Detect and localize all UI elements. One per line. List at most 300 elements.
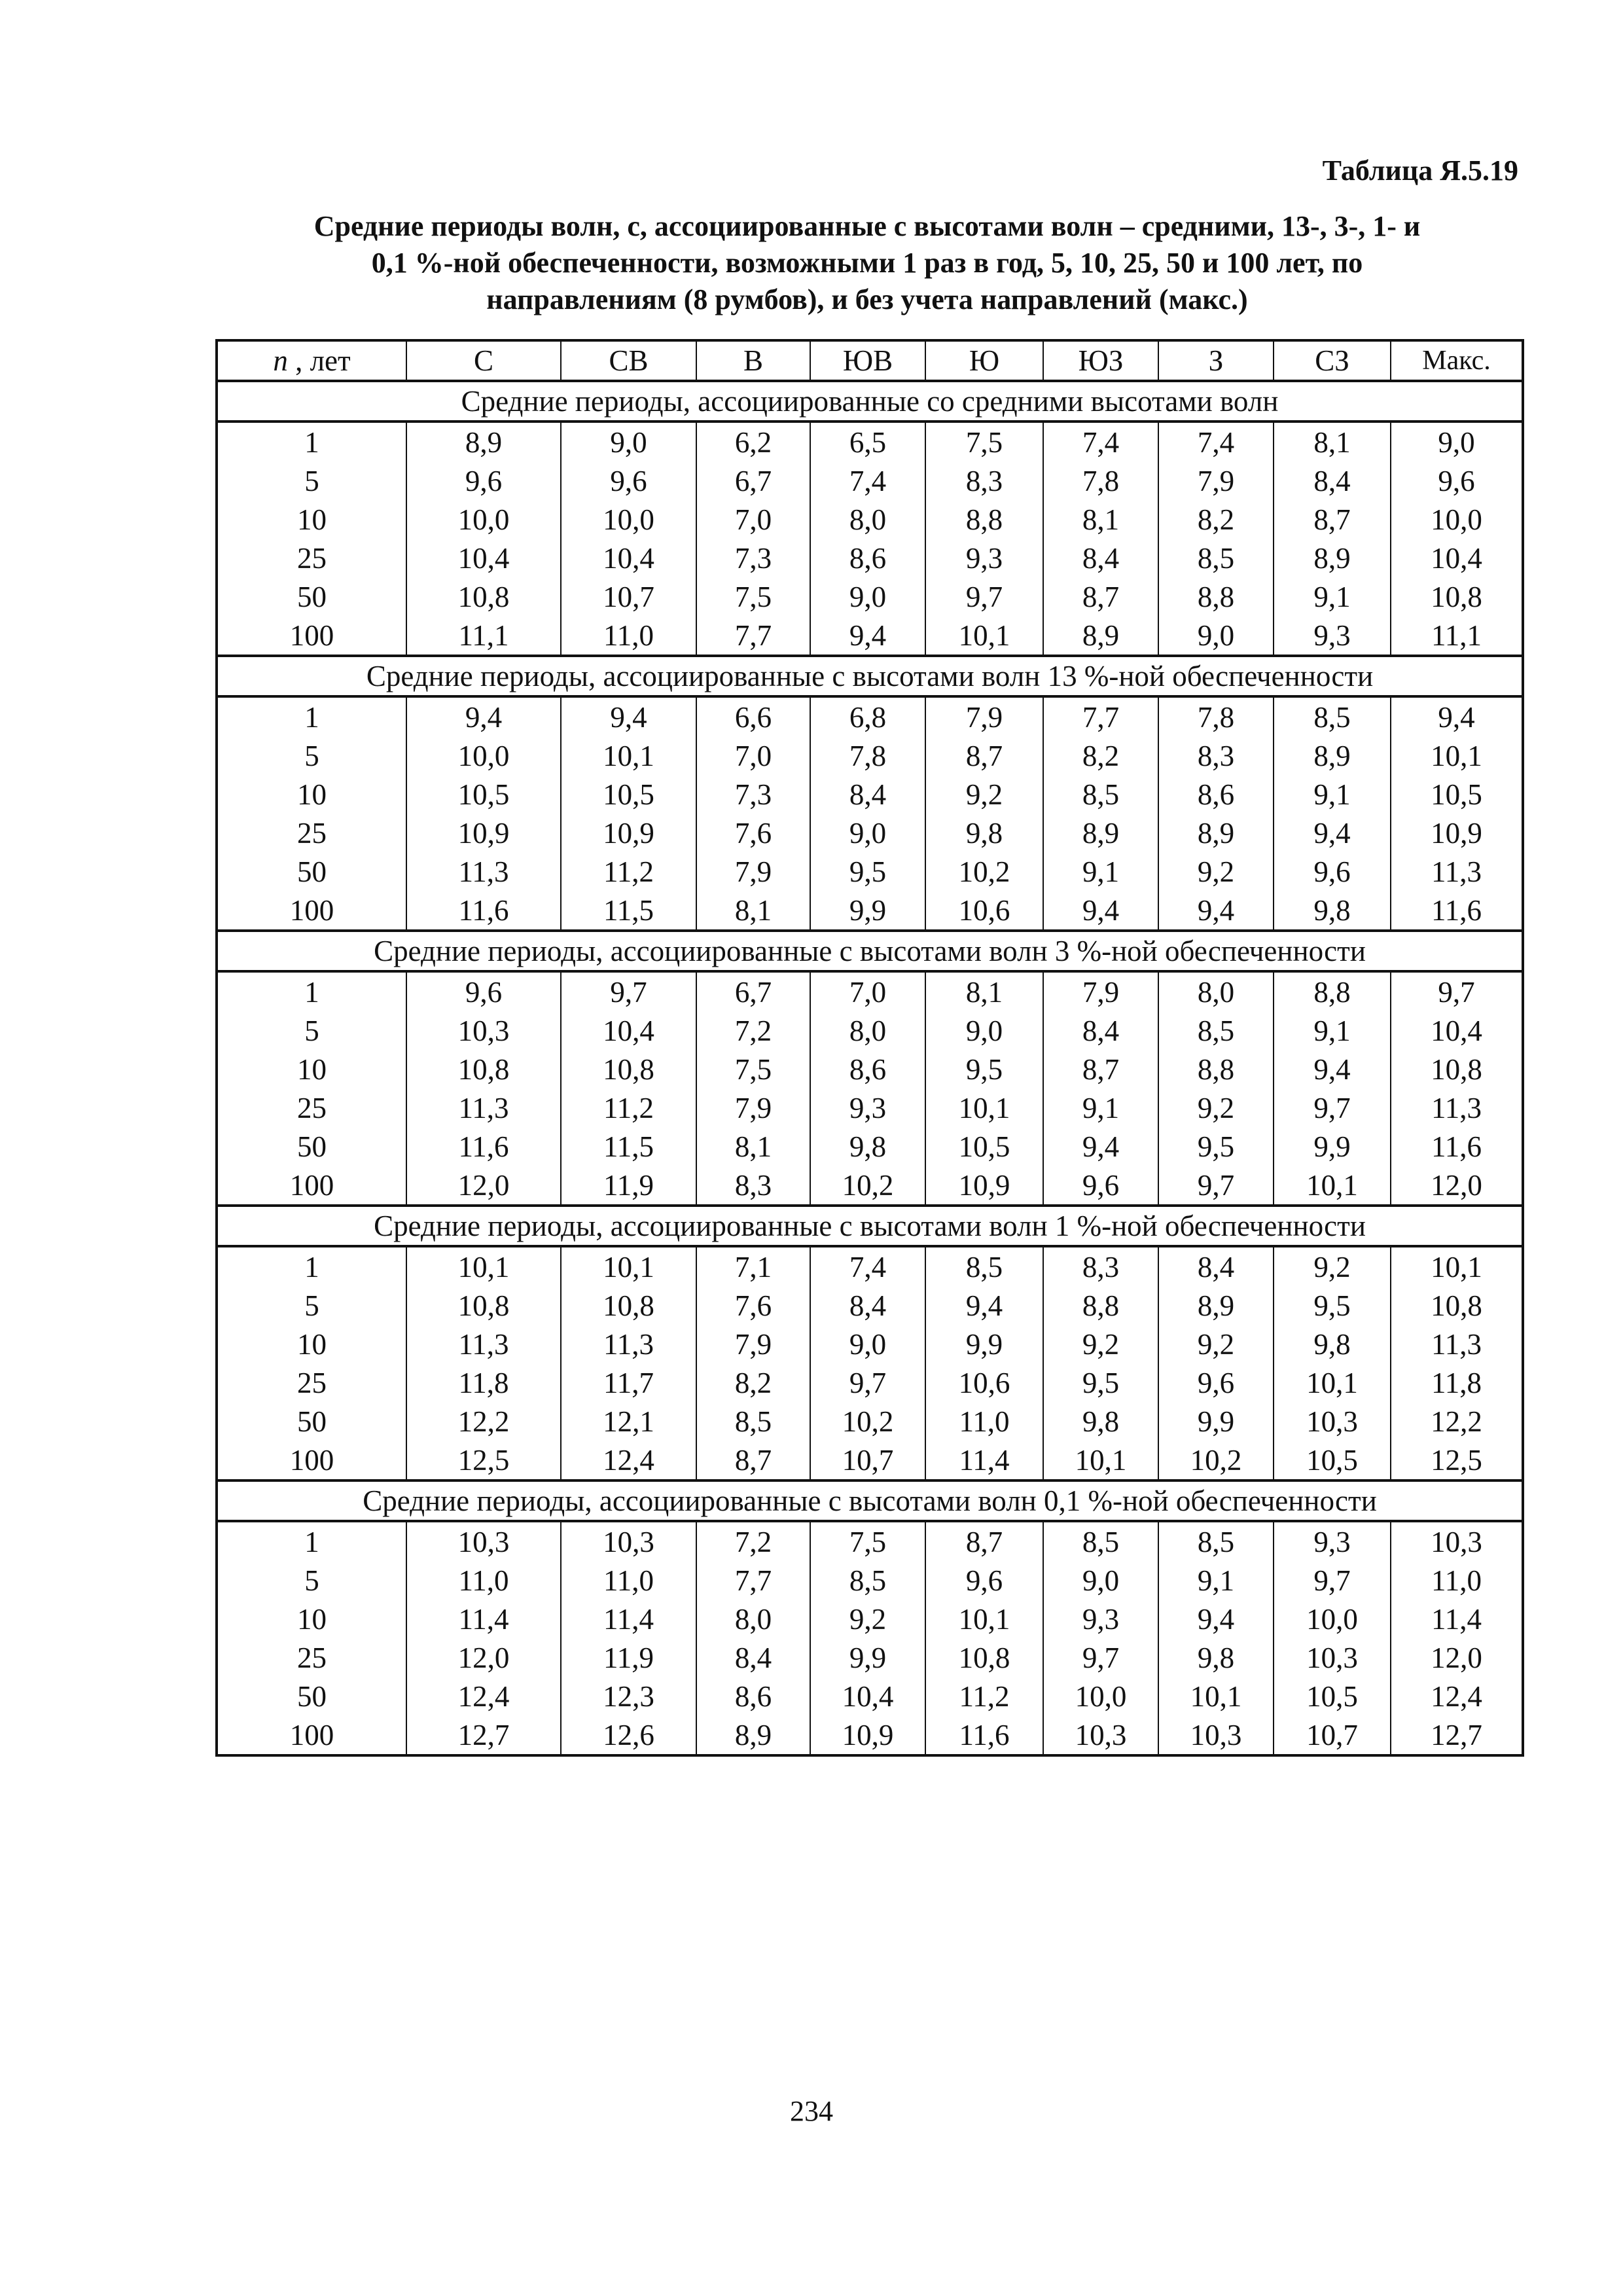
table-cell: 9,1 bbox=[1274, 577, 1391, 616]
table-cell: 9,2 bbox=[1158, 852, 1274, 891]
table-cell: 8,8 bbox=[1158, 577, 1274, 616]
table-row bbox=[217, 775, 1523, 814]
table-cell: 10,9 bbox=[810, 1715, 925, 1755]
table-cell: 9,8 bbox=[1158, 1638, 1274, 1677]
row-years-cell: 5 bbox=[217, 1286, 406, 1325]
table-cell: 10,1 bbox=[561, 1246, 696, 1286]
table-cell: 10,1 bbox=[1274, 1166, 1391, 1206]
table-cell: 8,7 bbox=[925, 736, 1043, 775]
table-cell: 8,5 bbox=[1158, 539, 1274, 577]
header-cell-e: В bbox=[696, 340, 810, 381]
table-cell: 9,4 bbox=[406, 696, 561, 736]
table-cell: 10,1 bbox=[1043, 1441, 1158, 1480]
table-cell: 8,9 bbox=[1158, 1286, 1274, 1325]
table-cell: 10,3 bbox=[1043, 1715, 1158, 1755]
table-cell: 10,0 bbox=[1043, 1677, 1158, 1715]
table-cell: 9,5 bbox=[1158, 1127, 1274, 1166]
table-cell: 9,8 bbox=[925, 814, 1043, 852]
table-cell: 9,6 bbox=[406, 971, 561, 1011]
table-cell: 8,7 bbox=[1274, 500, 1391, 539]
table-cell: 6,6 bbox=[696, 696, 810, 736]
row-years-cell: 5 bbox=[217, 1011, 406, 1050]
table-cell: 7,8 bbox=[1043, 461, 1158, 500]
table-cell: 12,2 bbox=[406, 1402, 561, 1441]
table-row bbox=[217, 891, 1523, 931]
table-cell: 9,7 bbox=[561, 971, 696, 1011]
table-cell: 11,1 bbox=[1391, 616, 1523, 656]
table-cell: 9,0 bbox=[561, 422, 696, 461]
table-cell: 11,8 bbox=[406, 1363, 561, 1402]
table-cell: 12,5 bbox=[406, 1441, 561, 1480]
table-cell: 9,5 bbox=[1274, 1286, 1391, 1325]
table-row bbox=[217, 1677, 1523, 1715]
table-cell: 11,3 bbox=[1391, 852, 1523, 891]
table-cell: 8,8 bbox=[1274, 971, 1391, 1011]
table-cell: 9,3 bbox=[1274, 1521, 1391, 1561]
table-cell: 11,3 bbox=[561, 1325, 696, 1363]
caption-line: Средние периоды волн, с, ассоциированные с высотами волн – средними, 13-, 3-, 1- и bbox=[313, 210, 1421, 242]
table-cell: 8,7 bbox=[925, 1521, 1043, 1561]
table-cell: 7,8 bbox=[1158, 696, 1274, 736]
table-cell: 9,1 bbox=[1158, 1561, 1274, 1600]
table-cell: 12,7 bbox=[406, 1715, 561, 1755]
table-cell: 9,0 bbox=[810, 814, 925, 852]
table-cell: 8,9 bbox=[1274, 736, 1391, 775]
table-cell: 10,9 bbox=[406, 814, 561, 852]
table-cell: 10,1 bbox=[1391, 736, 1523, 775]
page-number: 234 bbox=[790, 2095, 833, 2127]
section-header-row bbox=[217, 931, 1523, 971]
table-cell: 7,4 bbox=[810, 461, 925, 500]
table-cell: 8,9 bbox=[1274, 539, 1391, 577]
table-cell: 7,6 bbox=[696, 814, 810, 852]
table-cell: 11,9 bbox=[561, 1166, 696, 1206]
row-years-cell: 25 bbox=[217, 1088, 406, 1127]
table-cell: 9,4 bbox=[561, 696, 696, 736]
section-header-row bbox=[217, 656, 1523, 696]
table-cell: 10,0 bbox=[406, 736, 561, 775]
table-cell: 10,5 bbox=[406, 775, 561, 814]
table-cell: 10,2 bbox=[1158, 1441, 1274, 1480]
table-cell: 9,7 bbox=[1391, 971, 1523, 1011]
row-years-cell: 1 bbox=[217, 422, 406, 461]
table-cell: 8,1 bbox=[925, 971, 1043, 1011]
table-cell: 7,2 bbox=[696, 1011, 810, 1050]
table-cell: 9,4 bbox=[1043, 1127, 1158, 1166]
table-cell: 10,8 bbox=[406, 577, 561, 616]
table-cell: 10,8 bbox=[1391, 1050, 1523, 1088]
table-cell: 9,6 bbox=[925, 1561, 1043, 1600]
table-cell: 8,2 bbox=[1043, 736, 1158, 775]
table-cell: 10,4 bbox=[406, 539, 561, 577]
table-cell: 10,9 bbox=[561, 814, 696, 852]
table-row bbox=[217, 616, 1523, 656]
table-cell: 11,2 bbox=[561, 1088, 696, 1127]
table-cell: 9,0 bbox=[925, 1011, 1043, 1050]
table-row bbox=[217, 736, 1523, 775]
table-cell: 10,9 bbox=[925, 1166, 1043, 1206]
table-cell: 9,7 bbox=[1274, 1088, 1391, 1127]
row-years-cell: 25 bbox=[217, 814, 406, 852]
table-cell: 12,7 bbox=[1391, 1715, 1523, 1755]
table-cell: 7,2 bbox=[696, 1521, 810, 1561]
row-years-cell: 5 bbox=[217, 461, 406, 500]
table-cell: 12,0 bbox=[1391, 1638, 1523, 1677]
table-cell: 10,1 bbox=[1274, 1363, 1391, 1402]
row-years-cell: 50 bbox=[217, 1127, 406, 1166]
table-cell: 10,3 bbox=[406, 1011, 561, 1050]
caption-line: 0,1 %-ной обеспеченности, возможными 1 раз в год, 5, 10, 25, 50 и 100 лет, по bbox=[371, 247, 1363, 279]
table-cell: 9,8 bbox=[1274, 1325, 1391, 1363]
table-cell: 10,5 bbox=[1274, 1441, 1391, 1480]
table-cell: 7,9 bbox=[1158, 461, 1274, 500]
table-row bbox=[217, 1050, 1523, 1088]
table-row bbox=[217, 577, 1523, 616]
table-cell: 12,4 bbox=[406, 1677, 561, 1715]
table-cell: 8,7 bbox=[696, 1441, 810, 1480]
table-cell: 7,4 bbox=[1158, 422, 1274, 461]
table-row bbox=[217, 1127, 1523, 1166]
table-cell: 9,6 bbox=[1391, 461, 1523, 500]
table-cell: 12,0 bbox=[406, 1638, 561, 1677]
table-cell: 9,4 bbox=[810, 616, 925, 656]
header-cell-n-years bbox=[217, 340, 406, 381]
row-years-cell: 100 bbox=[217, 1441, 406, 1480]
table-cell: 8,2 bbox=[696, 1363, 810, 1402]
header-cell-s: Ю bbox=[925, 340, 1043, 381]
table-cell: 8,4 bbox=[696, 1638, 810, 1677]
table-cell: 8,1 bbox=[696, 891, 810, 931]
table-cell: 11,2 bbox=[561, 852, 696, 891]
row-years-cell: 10 bbox=[217, 1600, 406, 1638]
table-cell: 11,0 bbox=[561, 616, 696, 656]
table-cell: 10,5 bbox=[561, 775, 696, 814]
table-cell: 7,6 bbox=[696, 1286, 810, 1325]
table-cell: 10,1 bbox=[925, 1088, 1043, 1127]
table-cell: 9,8 bbox=[1274, 891, 1391, 931]
table-cell: 12,5 bbox=[1391, 1441, 1523, 1480]
row-years-cell: 25 bbox=[217, 1638, 406, 1677]
table-cell: 11,6 bbox=[925, 1715, 1043, 1755]
table-cell: 10,4 bbox=[1391, 1011, 1523, 1050]
table-cell: 9,6 bbox=[561, 461, 696, 500]
table-cell: 10,3 bbox=[1274, 1638, 1391, 1677]
table-cell: 9,4 bbox=[1043, 891, 1158, 931]
table-cell: 10,0 bbox=[561, 500, 696, 539]
table-cell: 10,3 bbox=[1158, 1715, 1274, 1755]
table-cell: 8,2 bbox=[1158, 500, 1274, 539]
header-cell-w: З bbox=[1158, 340, 1274, 381]
header-row bbox=[217, 340, 1523, 381]
table-cell: 9,3 bbox=[810, 1088, 925, 1127]
table-cell: 11,8 bbox=[1391, 1363, 1523, 1402]
table-cell: 8,8 bbox=[1158, 1050, 1274, 1088]
table-cell: 9,2 bbox=[1158, 1088, 1274, 1127]
row-years-cell: 25 bbox=[217, 539, 406, 577]
table-cell: 9,4 bbox=[1158, 1600, 1274, 1638]
row-years-cell: 100 bbox=[217, 1715, 406, 1755]
table-cell: 10,0 bbox=[1274, 1600, 1391, 1638]
table-row bbox=[217, 971, 1523, 1011]
table-cell: 11,4 bbox=[925, 1441, 1043, 1480]
table-cell: 11,7 bbox=[561, 1363, 696, 1402]
table-cell: 9,9 bbox=[1158, 1402, 1274, 1441]
table-cell: 9,5 bbox=[810, 852, 925, 891]
table-cell: 9,0 bbox=[1391, 422, 1523, 461]
table-cell: 7,5 bbox=[810, 1521, 925, 1561]
table-cell: 8,9 bbox=[1043, 814, 1158, 852]
table-cell: 7,0 bbox=[696, 500, 810, 539]
table-cell: 10,7 bbox=[1274, 1715, 1391, 1755]
row-years-cell: 50 bbox=[217, 1677, 406, 1715]
table-row bbox=[217, 1402, 1523, 1441]
table-cell: 9,7 bbox=[925, 577, 1043, 616]
table-cell: 11,4 bbox=[561, 1600, 696, 1638]
table-cell: 7,5 bbox=[696, 1050, 810, 1088]
section-title: Средние периоды, ассоциированные с высотами волн 3 %-ной обеспеченности bbox=[217, 931, 1523, 971]
table-cell: 8,0 bbox=[1158, 971, 1274, 1011]
table-cell: 8,8 bbox=[925, 500, 1043, 539]
table-cell: 8,4 bbox=[810, 775, 925, 814]
section-title: Средние периоды, ассоциированные с высотами волн 13 %-ной обеспеченности bbox=[217, 656, 1523, 696]
section-title: Средние периоды, ассоциированные с высотами волн 1 %-ной обеспеченности bbox=[217, 1206, 1523, 1246]
table-cell: 9,5 bbox=[1043, 1363, 1158, 1402]
table-cell: 8,4 bbox=[1158, 1246, 1274, 1286]
table-cell: 8,9 bbox=[696, 1715, 810, 1755]
table-cell: 11,2 bbox=[925, 1677, 1043, 1715]
table-cell: 8,5 bbox=[1043, 1521, 1158, 1561]
table-cell: 8,9 bbox=[1158, 814, 1274, 852]
table-cell: 9,7 bbox=[1274, 1561, 1391, 1600]
table-cell: 9,2 bbox=[1043, 1325, 1158, 1363]
table-cell: 7,7 bbox=[1043, 696, 1158, 736]
table-cell: 7,9 bbox=[1043, 971, 1158, 1011]
table-cell: 10,2 bbox=[810, 1166, 925, 1206]
table-cell: 8,6 bbox=[696, 1677, 810, 1715]
table-cell: 8,5 bbox=[1158, 1011, 1274, 1050]
table-cell: 10,9 bbox=[1391, 814, 1523, 852]
table-cell: 9,4 bbox=[1391, 696, 1523, 736]
table-cell: 10,2 bbox=[810, 1402, 925, 1441]
section-title: Средние периоды, ассоциированные с высотами волн 0,1 %-ной обеспеченности bbox=[217, 1480, 1523, 1521]
table-cell: 8,4 bbox=[1274, 461, 1391, 500]
table-row bbox=[217, 1166, 1523, 1206]
table-cell: 10,4 bbox=[561, 539, 696, 577]
table-cell: 9,6 bbox=[406, 461, 561, 500]
table-row bbox=[217, 422, 1523, 461]
table-cell: 9,2 bbox=[810, 1600, 925, 1638]
table-cell: 9,1 bbox=[1043, 852, 1158, 891]
row-years-cell: 25 bbox=[217, 1363, 406, 1402]
table-cell: 7,9 bbox=[696, 1325, 810, 1363]
table-cell: 9,2 bbox=[1274, 1246, 1391, 1286]
wave-periods-table bbox=[215, 339, 1524, 1757]
table-cell: 12,4 bbox=[1391, 1677, 1523, 1715]
table-cell: 8,6 bbox=[810, 1050, 925, 1088]
table-cell: 10,8 bbox=[561, 1050, 696, 1088]
header-cell-nw: СЗ bbox=[1274, 340, 1391, 381]
table-cell: 11,3 bbox=[406, 1088, 561, 1127]
header-cell-n: С bbox=[406, 340, 561, 381]
table-cell: 8,0 bbox=[810, 1011, 925, 1050]
table-cell: 8,4 bbox=[1043, 1011, 1158, 1050]
header-cell-max: Макс. bbox=[1391, 340, 1523, 381]
table-cell: 8,0 bbox=[696, 1600, 810, 1638]
row-years-cell: 100 bbox=[217, 1166, 406, 1206]
table-cell: 9,3 bbox=[1043, 1600, 1158, 1638]
table-cell: 12,3 bbox=[561, 1677, 696, 1715]
table-cell: 7,9 bbox=[696, 1088, 810, 1127]
table-cell: 7,8 bbox=[810, 736, 925, 775]
table-cell: 11,0 bbox=[561, 1561, 696, 1600]
table-cell: 9,3 bbox=[1274, 616, 1391, 656]
table-cell: 11,6 bbox=[406, 891, 561, 931]
table-cell: 7,5 bbox=[696, 577, 810, 616]
table-cell: 9,9 bbox=[810, 1638, 925, 1677]
table-cell: 9,9 bbox=[925, 1325, 1043, 1363]
row-years-cell: 100 bbox=[217, 891, 406, 931]
table-cell: 9,7 bbox=[810, 1363, 925, 1402]
table-cell: 9,4 bbox=[1158, 891, 1274, 931]
table-body bbox=[217, 381, 1523, 1755]
row-years-cell: 5 bbox=[217, 736, 406, 775]
table-cell: 11,5 bbox=[561, 891, 696, 931]
table-cell: 11,4 bbox=[406, 1600, 561, 1638]
table-cell: 8,6 bbox=[1158, 775, 1274, 814]
row-years-cell: 1 bbox=[217, 1246, 406, 1286]
table-cell: 10,5 bbox=[925, 1127, 1043, 1166]
table-cell: 11,0 bbox=[925, 1402, 1043, 1441]
table-cell: 11,6 bbox=[406, 1127, 561, 1166]
table-cell: 9,0 bbox=[1043, 1561, 1158, 1600]
table-cell: 11,6 bbox=[1391, 891, 1523, 931]
table-cell: 9,2 bbox=[1158, 1325, 1274, 1363]
row-years-cell: 100 bbox=[217, 616, 406, 656]
table-cell: 10,8 bbox=[1391, 1286, 1523, 1325]
table-cell: 12,0 bbox=[406, 1166, 561, 1206]
header-n-symbol: n bbox=[273, 344, 288, 377]
table-cell: 8,3 bbox=[1043, 1246, 1158, 1286]
table-cell: 10,0 bbox=[1391, 500, 1523, 539]
table-cell: 9,9 bbox=[810, 891, 925, 931]
table-cell: 10,1 bbox=[925, 616, 1043, 656]
table-cell: 10,6 bbox=[925, 891, 1043, 931]
table-cell: 11,0 bbox=[1391, 1561, 1523, 1600]
table-row bbox=[217, 1088, 1523, 1127]
table-row bbox=[217, 1561, 1523, 1600]
table-cell: 6,5 bbox=[810, 422, 925, 461]
table-cell: 10,3 bbox=[561, 1521, 696, 1561]
table-cell: 10,7 bbox=[810, 1441, 925, 1480]
table-cell: 7,3 bbox=[696, 539, 810, 577]
table-row bbox=[217, 1600, 1523, 1638]
table-cell: 11,1 bbox=[406, 616, 561, 656]
row-years-cell: 50 bbox=[217, 577, 406, 616]
table-cell: 8,7 bbox=[1043, 577, 1158, 616]
table-cell: 8,4 bbox=[1043, 539, 1158, 577]
table-cell: 10,1 bbox=[1158, 1677, 1274, 1715]
table-cell: 7,0 bbox=[810, 971, 925, 1011]
table-cell: 9,4 bbox=[925, 1286, 1043, 1325]
row-years-cell: 1 bbox=[217, 971, 406, 1011]
table-row bbox=[217, 539, 1523, 577]
table-cell: 8,1 bbox=[1274, 422, 1391, 461]
section-header-row bbox=[217, 381, 1523, 422]
table-row bbox=[217, 1638, 1523, 1677]
table-cell: 10,4 bbox=[1391, 539, 1523, 577]
table-cell: 9,7 bbox=[1158, 1166, 1274, 1206]
table-cell: 7,9 bbox=[696, 852, 810, 891]
table-cell: 11,3 bbox=[406, 1325, 561, 1363]
table-cell: 8,5 bbox=[1158, 1521, 1274, 1561]
table-cell: 6,7 bbox=[696, 461, 810, 500]
row-years-cell: 50 bbox=[217, 1402, 406, 1441]
table-cell: 11,6 bbox=[1391, 1127, 1523, 1166]
table-cell: 8,5 bbox=[925, 1246, 1043, 1286]
table-cell: 10,1 bbox=[561, 736, 696, 775]
table-cell: 9,5 bbox=[925, 1050, 1043, 1088]
table-cell: 9,6 bbox=[1274, 852, 1391, 891]
table-cell: 11,3 bbox=[1391, 1088, 1523, 1127]
table-cell: 10,4 bbox=[810, 1677, 925, 1715]
table-cell: 8,8 bbox=[1043, 1286, 1158, 1325]
table-row bbox=[217, 500, 1523, 539]
table-cell: 7,3 bbox=[696, 775, 810, 814]
row-years-cell: 10 bbox=[217, 500, 406, 539]
table-row bbox=[217, 696, 1523, 736]
header-cell-sw: ЮЗ bbox=[1043, 340, 1158, 381]
table-row bbox=[217, 1286, 1523, 1325]
table-cell: 8,3 bbox=[1158, 736, 1274, 775]
table-row bbox=[217, 1441, 1523, 1480]
table-cell: 10,5 bbox=[1391, 775, 1523, 814]
table-cell: 9,8 bbox=[810, 1127, 925, 1166]
table-row bbox=[217, 1363, 1523, 1402]
table-cell: 6,7 bbox=[696, 971, 810, 1011]
table-cell: 11,3 bbox=[406, 852, 561, 891]
table-cell: 11,9 bbox=[561, 1638, 696, 1677]
table-cell: 10,8 bbox=[406, 1286, 561, 1325]
table-cell: 8,9 bbox=[406, 422, 561, 461]
table-cell: 9,1 bbox=[1274, 775, 1391, 814]
table-cell: 10,6 bbox=[925, 1363, 1043, 1402]
table-row bbox=[217, 1715, 1523, 1755]
table-cell: 9,3 bbox=[925, 539, 1043, 577]
table-cell: 9,0 bbox=[810, 1325, 925, 1363]
table-cell: 11,5 bbox=[561, 1127, 696, 1166]
row-years-cell: 10 bbox=[217, 1325, 406, 1363]
table-cell: 9,2 bbox=[925, 775, 1043, 814]
table-cell: 9,4 bbox=[1274, 814, 1391, 852]
table-cell: 8,5 bbox=[1274, 696, 1391, 736]
table-cell: 10,5 bbox=[1274, 1677, 1391, 1715]
table-cell: 7,9 bbox=[925, 696, 1043, 736]
table-cell: 9,7 bbox=[1043, 1638, 1158, 1677]
section-title: Средние периоды, ассоциированные со средними высотами волн bbox=[217, 381, 1523, 422]
table-cell: 8,4 bbox=[810, 1286, 925, 1325]
table-cell: 10,8 bbox=[561, 1286, 696, 1325]
table-cell: 7,5 bbox=[925, 422, 1043, 461]
header-cell-se: ЮВ bbox=[810, 340, 925, 381]
table-cell: 10,0 bbox=[406, 500, 561, 539]
table-row bbox=[217, 1521, 1523, 1561]
table-cell: 10,3 bbox=[1274, 1402, 1391, 1441]
table-label: Таблица Я.5.19 bbox=[1322, 154, 1518, 187]
table-cell: 12,2 bbox=[1391, 1402, 1523, 1441]
row-years-cell: 1 bbox=[217, 696, 406, 736]
table-cell: 7,7 bbox=[696, 616, 810, 656]
table-cell: 12,1 bbox=[561, 1402, 696, 1441]
